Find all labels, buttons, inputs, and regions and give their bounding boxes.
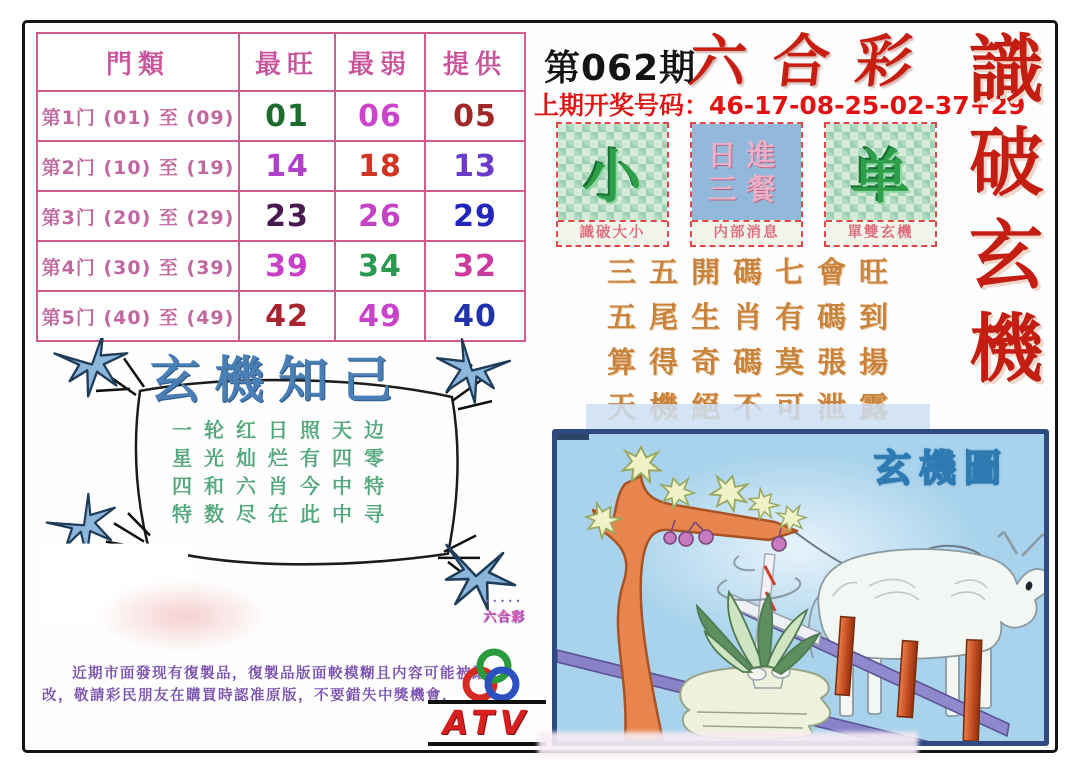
last-draw-numbers: 上期开奖号码：46-17-08-25-02-37+29 <box>534 91 1026 120</box>
mosaic-image <box>826 124 935 220</box>
give-number: 29 <box>453 198 497 234</box>
disclaimer-line1: 近期市面發现有復製品，復製品版面較模糊且内容可能被繪 <box>72 666 488 682</box>
give-number: 05 <box>453 98 497 134</box>
row-label: 第1门 (01) 至 (09) <box>37 91 239 141</box>
vertical-title-char: 玄 <box>969 213 1043 299</box>
lavender-print-band <box>538 732 918 756</box>
badge-label: 六合彩 <box>482 610 525 625</box>
table-row <box>37 91 525 141</box>
tip-box-insider <box>690 122 803 247</box>
lottery-badge <box>474 598 534 625</box>
give-number: 32 <box>453 248 497 284</box>
banner-title: 玄機知己 <box>150 351 406 409</box>
weak-number: 18 <box>358 148 402 184</box>
table-header-row <box>37 33 525 91</box>
picture-label: 玄機圖 <box>874 447 1009 490</box>
table-row <box>37 141 525 191</box>
vertical-title <box>958 24 1054 396</box>
banner-poem-line: 一轮红日照天边 <box>172 418 396 442</box>
tip-box-oddeven <box>824 122 937 247</box>
issue-number: 第062期 <box>544 48 697 89</box>
pink-print-smudge <box>95 580 270 652</box>
row-label: 第5门 (40) 至 (49) <box>37 291 239 341</box>
col-header-give: 提供 <box>425 33 525 91</box>
table-row <box>37 241 525 291</box>
category-table <box>36 32 526 342</box>
hot-number: 42 <box>265 298 309 334</box>
atv-rings-icon <box>458 648 524 706</box>
weak-number: 49 <box>358 298 402 334</box>
vertical-title-char: 機 <box>969 306 1043 392</box>
badge-dots-icon: ••••• <box>484 597 524 606</box>
hot-number: 39 <box>265 248 309 284</box>
col-header-category: 門類 <box>37 33 239 91</box>
disclaimer-line2: 改，敬請彩民朋友在購買時認准原版，不要錯失中獎機會． <box>42 688 458 704</box>
weak-number: 06 <box>358 98 402 134</box>
give-number: 40 <box>453 298 497 334</box>
atv-label: ATV <box>442 703 532 742</box>
tip-glyph: 日進三餐 <box>707 138 786 206</box>
table-row <box>37 291 525 341</box>
row-label: 第2门 (10) 至 (19) <box>37 141 239 191</box>
tip-caption: 單雙玄機 <box>826 220 935 245</box>
vertical-title-char: 破 <box>969 120 1043 206</box>
weak-number: 26 <box>358 198 402 234</box>
tip-glyph: 单 <box>851 143 910 211</box>
table-row <box>37 191 525 241</box>
col-header-weak: 最弱 <box>335 33 425 91</box>
banner-poem-line: 星光灿烂有四零 <box>172 446 396 470</box>
hot-number: 14 <box>265 148 309 184</box>
blue-print-strip <box>586 404 930 431</box>
atv-bottom-bar <box>428 742 546 746</box>
poem-line: 五尾生肖有碼到 <box>606 300 901 334</box>
mystery-poem <box>558 250 950 430</box>
row-label: 第4门 (30) 至 (39) <box>37 241 239 291</box>
poem-line: 算得奇碼莫張揚 <box>606 345 901 379</box>
border-notch <box>557 434 589 440</box>
poem-line: 三五開碼七會旺 <box>606 255 901 289</box>
weak-number: 34 <box>358 248 402 284</box>
hot-number: 01 <box>265 98 309 134</box>
blue-image <box>692 124 801 220</box>
tip-box-size <box>556 122 669 247</box>
tip-box-row <box>556 122 937 247</box>
give-number: 13 <box>453 148 497 184</box>
brand-title: 六合彩 <box>686 29 942 95</box>
banner-poem-line: 四和六肖今中特 <box>172 474 396 498</box>
hot-number: 23 <box>265 198 309 234</box>
bird-icon <box>53 338 135 402</box>
tip-glyph: 小 <box>583 143 642 211</box>
tip-caption: 内部消息 <box>692 220 801 245</box>
banner-poem-line: 特数尽在此中寻 <box>172 502 396 526</box>
row-label: 第3门 (20) 至 (29) <box>37 191 239 241</box>
banner-poem <box>158 416 410 528</box>
mosaic-image <box>558 124 667 220</box>
tip-caption: 識破大小 <box>558 220 667 245</box>
atv-logo <box>428 700 546 746</box>
col-header-hot: 最旺 <box>239 33 335 91</box>
vertical-title-char: 識 <box>969 27 1043 113</box>
